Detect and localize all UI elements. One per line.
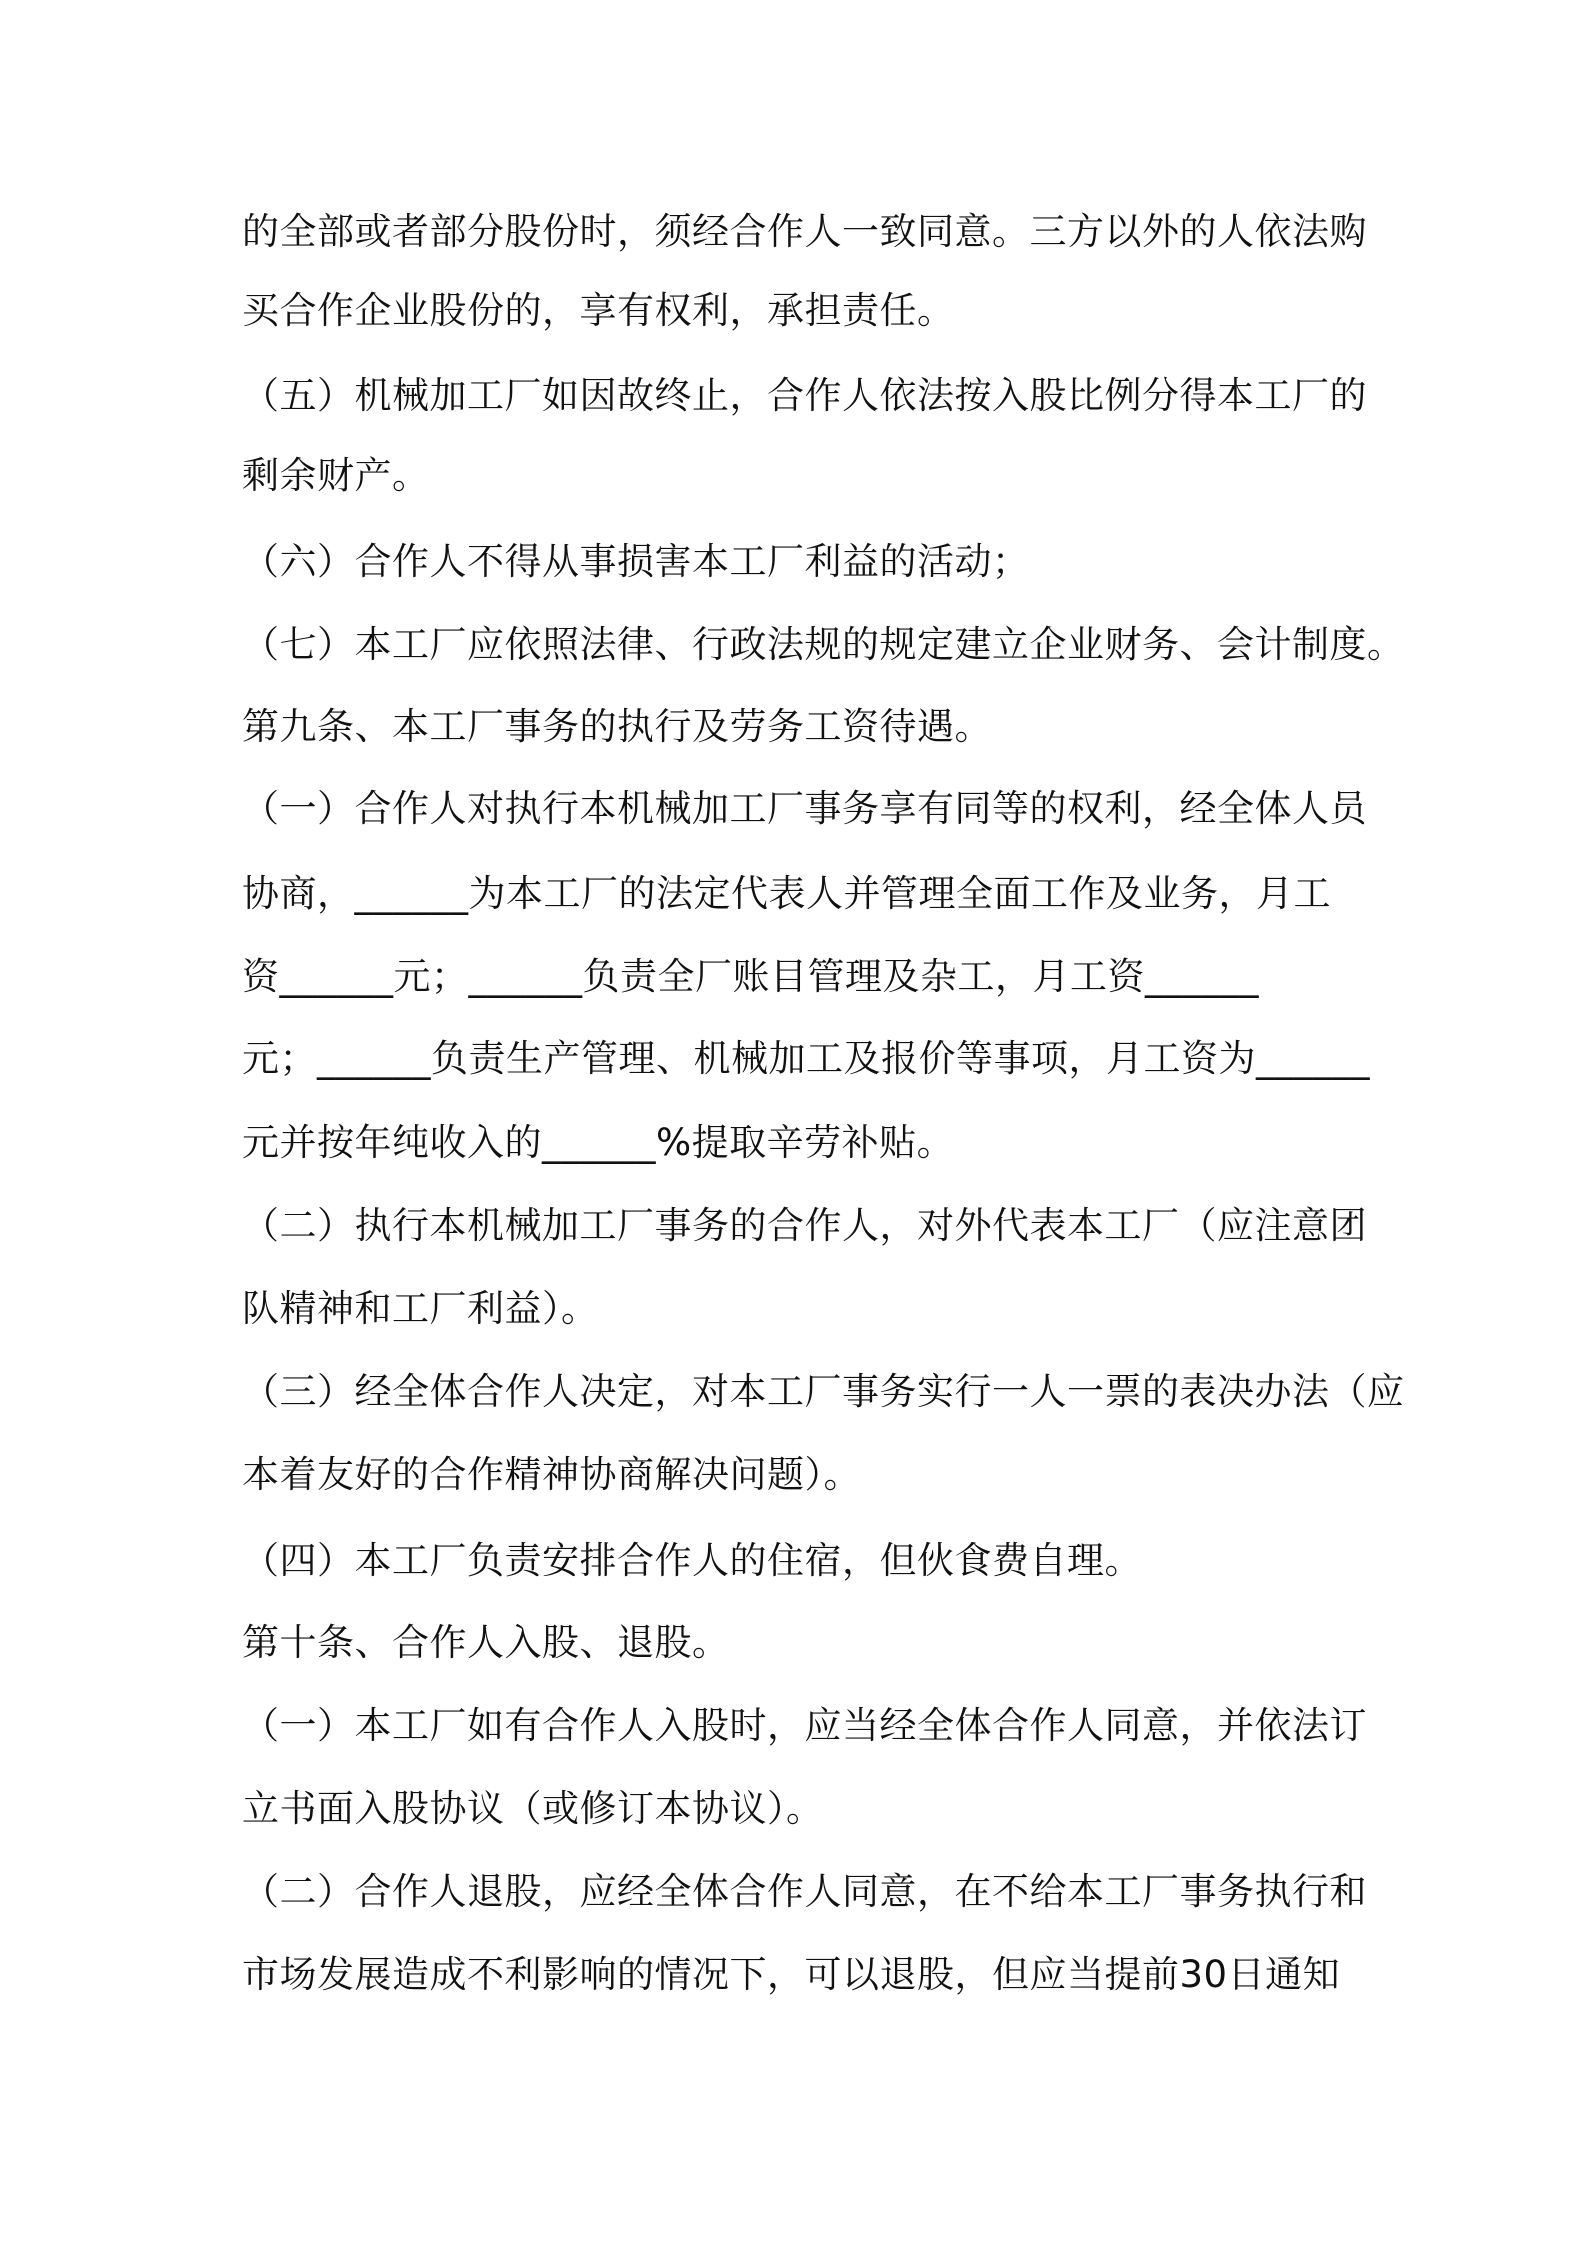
text-line-1: 的全部或者部分股份时，须经合作人一致同意。三方以外的人依法购 [242, 210, 1367, 253]
text-line-12: 元并按年纯收入的______%提取辛劳补贴。 [242, 1121, 955, 1164]
text-line-4: 剩余财产。 [242, 454, 430, 497]
text-line-19: （一）本工厂如有合作人入股时，应当经全体合作人同意，并依法订 [242, 1704, 1367, 1747]
text-line-2: 买合作企业股份的，享有权利，承担责任。 [242, 289, 955, 332]
text-line-16: 本着友好的合作精神协商解决问题）。 [242, 1453, 861, 1496]
text-line-6: （七）本工厂应依照法律、行政法规的规定建立企业财务、会计制度。 [242, 623, 1405, 666]
text-line-5: （六）合作人不得从事损害本工厂利益的活动； [242, 540, 1030, 583]
text-line-3: （五）机械加工厂如因故终止，合作人依法按入股比例分得本工厂的 [242, 374, 1367, 417]
text-line-20: 立书面入股协议（或修订本协议）。 [242, 1787, 824, 1830]
text-line-21: （二）合作人退股，应经全体合作人同意，在不给本工厂事务执行和 [242, 1870, 1367, 1913]
text-line-14: 队精神和工厂利益）。 [242, 1287, 599, 1330]
text-line-11: 元；______负责生产管理、机械加工及报价等事项，月工资为______ [242, 1037, 1370, 1080]
text-line-13: （二）执行本机械加工厂事务的合作人，对外代表本工厂（应注意团 [242, 1204, 1367, 1247]
text-line-22: 市场发展造成不利影响的情况下，可以退股，但应当提前30日通知 [242, 1953, 1341, 1996]
text-line-15: （三）经全体合作人决定，对本工厂事务实行一人一票的表决办法（应 [242, 1370, 1405, 1413]
text-line-8: （一）合作人对执行本机械加工厂事务享有同等的权利，经全体人员 [242, 787, 1367, 830]
text-line-7: 第九条、本工厂事务的执行及劳务工资待遇。 [242, 705, 992, 748]
text-line-18: 第十条、合作人入股、退股。 [242, 1621, 730, 1664]
text-line-9: 协商，______为本工厂的法定代表人并管理全面工作及业务，月工 [242, 872, 1331, 915]
text-line-10: 资______元；______负责全厂账目管理及杂工，月工资______ [242, 955, 1259, 998]
text-line-17: （四）本工厂负责安排合作人的住宿，但伙食费自理。 [242, 1539, 1142, 1582]
